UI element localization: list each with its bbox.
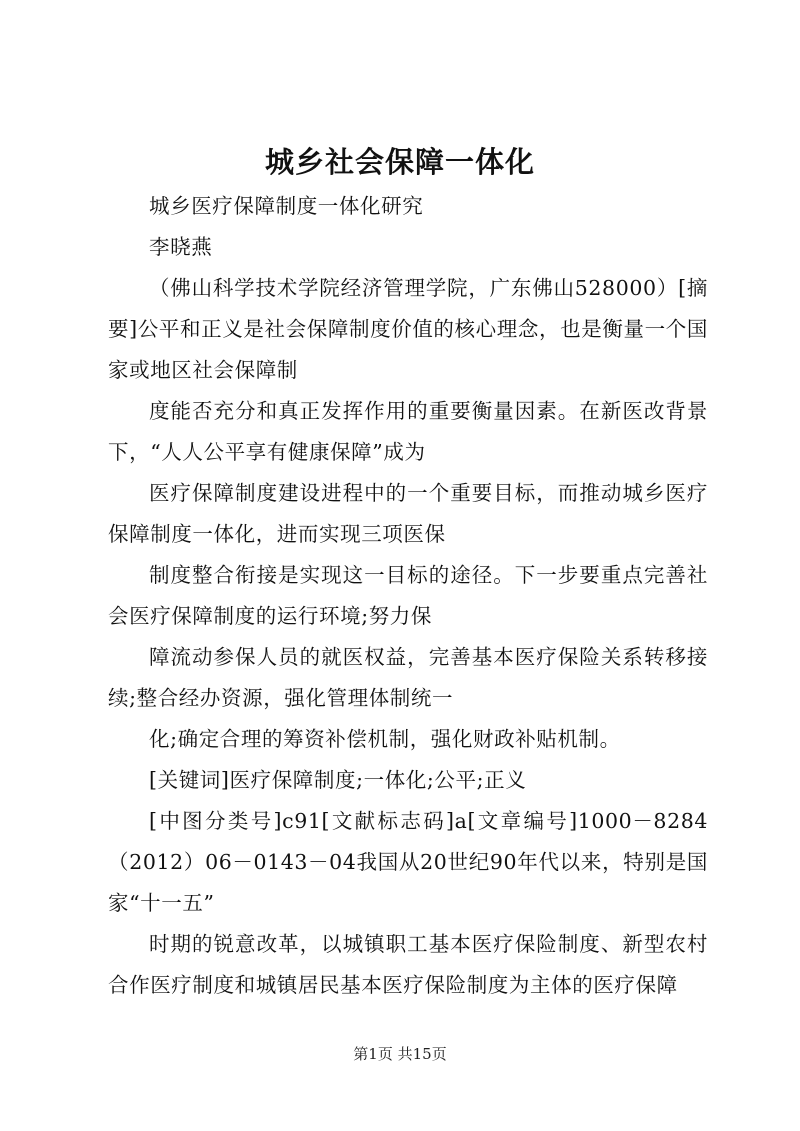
page-number-footer: 第1页 共15页 [353, 1045, 447, 1063]
document-title: 城乡社会保障一体化 [264, 145, 535, 179]
paragraph-author: 李晓燕 [149, 235, 213, 259]
paragraph-abstract-3: 医疗保障制度建设进程中的一个重要目标，而推动城乡医疗保障制度一体化，进而实现三项医保 [108, 481, 708, 546]
paragraph-abstract-4: 制度整合衔接是实现这一目标的途径。下一步要重点完善社会医疗保障制度的运行环境;努力保 [108, 563, 708, 628]
paragraph-abstract-6: 化;确定合理的筹资补偿机制，强化财政补贴机制。 [149, 727, 621, 751]
document-body [108, 186, 708, 1006]
paragraph-body-1: 时期的锐意改革，以城镇职工基本医疗保险制度、新型农村合作医疗制度和城镇居民基本医疗保险制度为主体的医疗保障 [108, 932, 708, 997]
paragraph-classification: [中图分类号]c91[文献标志码]a[文章编号]1000－8284（2012）06－0143－04我国从20世纪90年代以来，特别是国家“十一五” [108, 809, 708, 915]
paragraph-subtitle: 城乡医疗保障制度一体化研究 [149, 194, 424, 218]
paragraph-keywords: [关键词]医疗保障制度;一体化;公平;正义 [149, 768, 527, 792]
paragraph-abstract-2: 度能否充分和真正发挥作用的重要衡量因素。在新医改背景下，“人人公平享有健康保障”成为 [108, 399, 708, 464]
paragraph-affiliation-abstract: （佛山科学技术学院经济管理学院，广东佛山528000）[摘要]公平和正义是社会保障制度价值的核心理念，也是衡量一个国家或地区社会保障制 [108, 276, 708, 382]
paragraph-abstract-5: 障流动参保人员的就医权益，完善基本医疗保险关系转移接续;整合经办资源，强化管理体制统一 [108, 645, 708, 710]
